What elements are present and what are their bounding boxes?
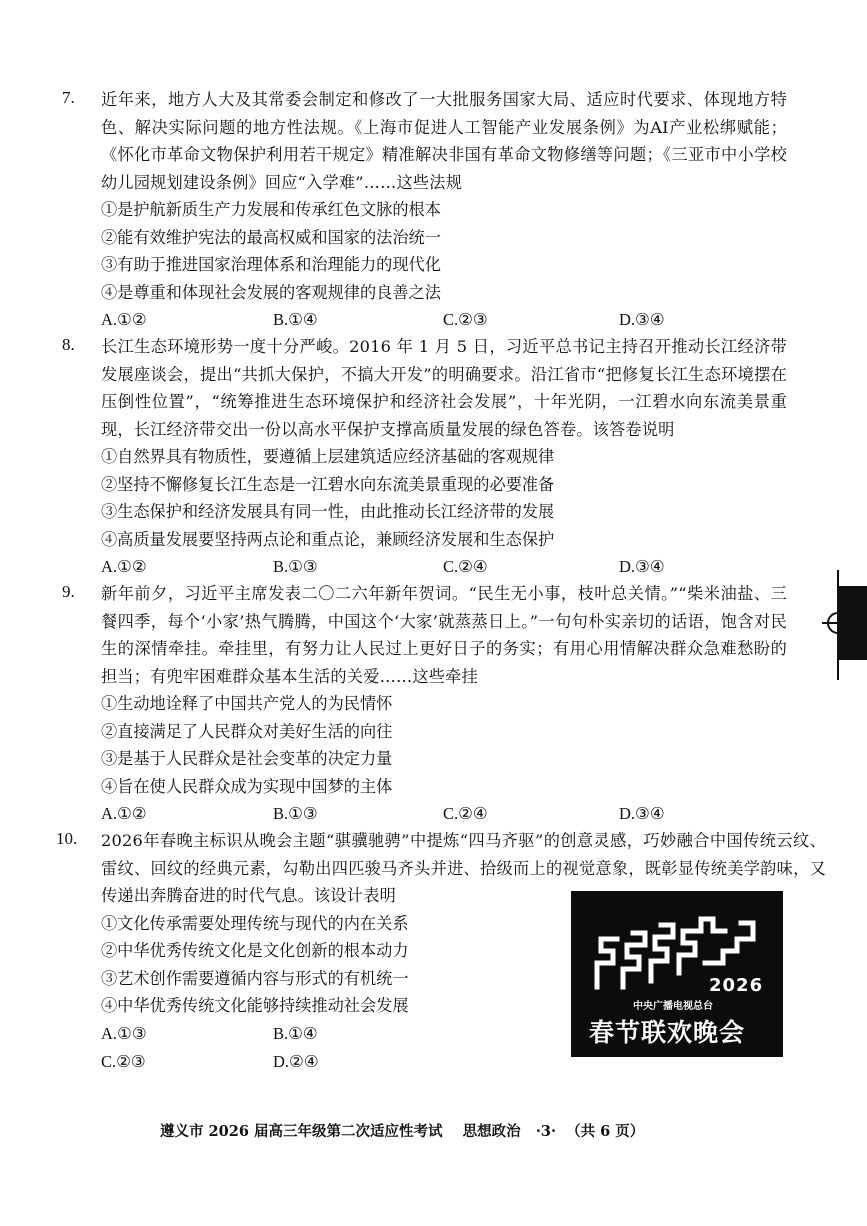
answer-choices (101, 306, 787, 334)
exam-title: 遵义市 2026 届高三年级第二次适应性考试 (160, 1123, 443, 1140)
question-number: 10. (56, 829, 78, 848)
option: ②坚持不懈修复长江生态是一江碧水向东流美景重现的必要准备 (101, 474, 555, 494)
subject-name: 思想政治 (462, 1123, 521, 1140)
page-footer (160, 1120, 644, 1141)
answer-b[interactable]: B.①③ (273, 557, 318, 576)
option: ③是基于人民群众是社会变革的决定力量 (101, 749, 393, 768)
broadcaster-name: 中央广播电视总台 (633, 1001, 713, 1012)
question-stem-wrap (101, 827, 826, 910)
answer-a[interactable]: A.①② (101, 557, 147, 576)
option: ④旨在使人民群众成为实现中国梦的主体 (101, 776, 393, 796)
answer-d[interactable]: D.②④ (273, 1051, 319, 1071)
answer-a[interactable]: A.①② (101, 804, 147, 823)
question-stem: 近年来，地方人大及其常委会制定和修改了一大批服务国家大局、适应时代要求、体现地方特色、解决实际问题的地方性法规。《上海市促进人工智能产业发展条例》为AI产业松绑赋能；《怀化市革命文物保护利用若干规定》精准解决非国有革命文物修缮等问题；《三亚市中小学校幼儿园规划建设条例》回应“入学难”……这些法规 (101, 90, 787, 192)
question-number: 8. (62, 335, 75, 354)
answer-choices (101, 553, 787, 581)
answer-d[interactable]: D.③④ (619, 310, 665, 329)
answer-c[interactable]: C.②③ (101, 1051, 146, 1071)
answer-c[interactable]: C.②④ (443, 804, 488, 823)
answer-b[interactable]: B.①④ (273, 1023, 318, 1043)
option: ④中华优秀传统文化能够持续推动社会发展 (101, 996, 409, 1015)
question-7 (62, 86, 787, 334)
registration-mark-icon (818, 570, 842, 680)
page-number: ·3· (535, 1123, 556, 1140)
answer-a[interactable]: A.①③ (101, 1023, 147, 1043)
option: ①自然界具有物质性，要遵循上层建筑适应经济基础的客观规律 (101, 447, 555, 466)
gala-year: 2026 (709, 975, 764, 996)
option: ①是护航新质生产力发展和传承红色文脉的根本 (101, 200, 441, 219)
answer-d[interactable]: D.③④ (619, 804, 665, 823)
answer-c[interactable]: C.②④ (443, 557, 488, 576)
gala-title: 春节联欢晚会 (589, 1018, 746, 1047)
option: ①生动地诠释了中国共产党人的为民情怀 (101, 694, 393, 713)
option: ②中华优秀传统文化是文化创新的根本动力 (101, 941, 409, 960)
answer-d[interactable]: D.③④ (619, 557, 665, 576)
question-stem: 长江生态环境形势一度十分严峻。2016 年 1 月 5 日，习近平总书记主持召开推动长江经济带发展座谈会，提出“共抓大保护，不搞大开发”的明确要求。沿江省市“把修复长江生态环境摆在压倒性位置”，“统筹推进生态环境保护和经济社会发展”，十年光阴，一江碧水向东流美景重现，长江经济带交出一份以高水平保护支撑高质量发展的绿色答卷。该答卷说明 (101, 337, 787, 439)
option: ②直接满足了人民群众对美好生活的向往 (101, 721, 393, 741)
question-8 (62, 333, 787, 581)
option: ③艺术创作需要遵循内容与形式的有机统一 (101, 968, 409, 988)
page-total: （共 6 页） (566, 1123, 645, 1140)
option: ①文化传承需要处理传统与现代的内在关系 (101, 913, 409, 933)
question-9 (62, 580, 787, 828)
question-number: 9. (62, 582, 75, 601)
option: ③生态保护和经济发展具有同一性，由此推动长江经济带的发展 (101, 502, 555, 521)
answer-b[interactable]: B.①③ (273, 804, 318, 823)
answer-a[interactable]: A.①② (101, 310, 147, 329)
answer-c[interactable]: C.②③ (443, 310, 488, 329)
option: ②能有效维护宪法的最高权威和国家的法治统一 (101, 227, 441, 247)
question-stem: 2026年春晚主标识从晚会主题“骐骥驰骋”中提炼“四马齐驱”的创意灵感，巧妙融合中国传统云纹、雷纹、回纹的经典元素，勾勒出四匹骏马齐头并进、拾级而上的视觉意象，既彰显传统美学韵味，又传递出奔腾奋进的时代气息。该设计表明 (101, 831, 826, 905)
option: ④高质量发展要坚持两点论和重点论，兼顾经济发展和生态保护 (101, 529, 555, 549)
gala-logo-image (571, 891, 783, 1057)
answer-b[interactable]: B.①④ (273, 310, 318, 329)
option: ③有助于推进国家治理体系和治理能力的现代化 (101, 255, 441, 274)
page-edge-tab (838, 586, 867, 660)
option: ④是尊重和体现社会发展的客观规律的良善之法 (101, 282, 441, 302)
question-number: 7. (62, 88, 75, 107)
question-stem: 新年前夕，习近平主席发表二〇二六年新年贺词。“民生无小事，枝叶总关情。”“柴米油盐、三餐四季，每个‘小家’热气腾腾，中国这个‘大家’就蒸蒸日上。”一句句朴实亲切的话语，饱含对民生的深情牵挂。牵挂里，有努力让人民过上更好日子的务实；有用心用情解决群众急难愁盼的担当；有兜牢困难群众基本生活的关爱……这些牵挂 (101, 584, 787, 686)
answer-choices (101, 800, 787, 828)
